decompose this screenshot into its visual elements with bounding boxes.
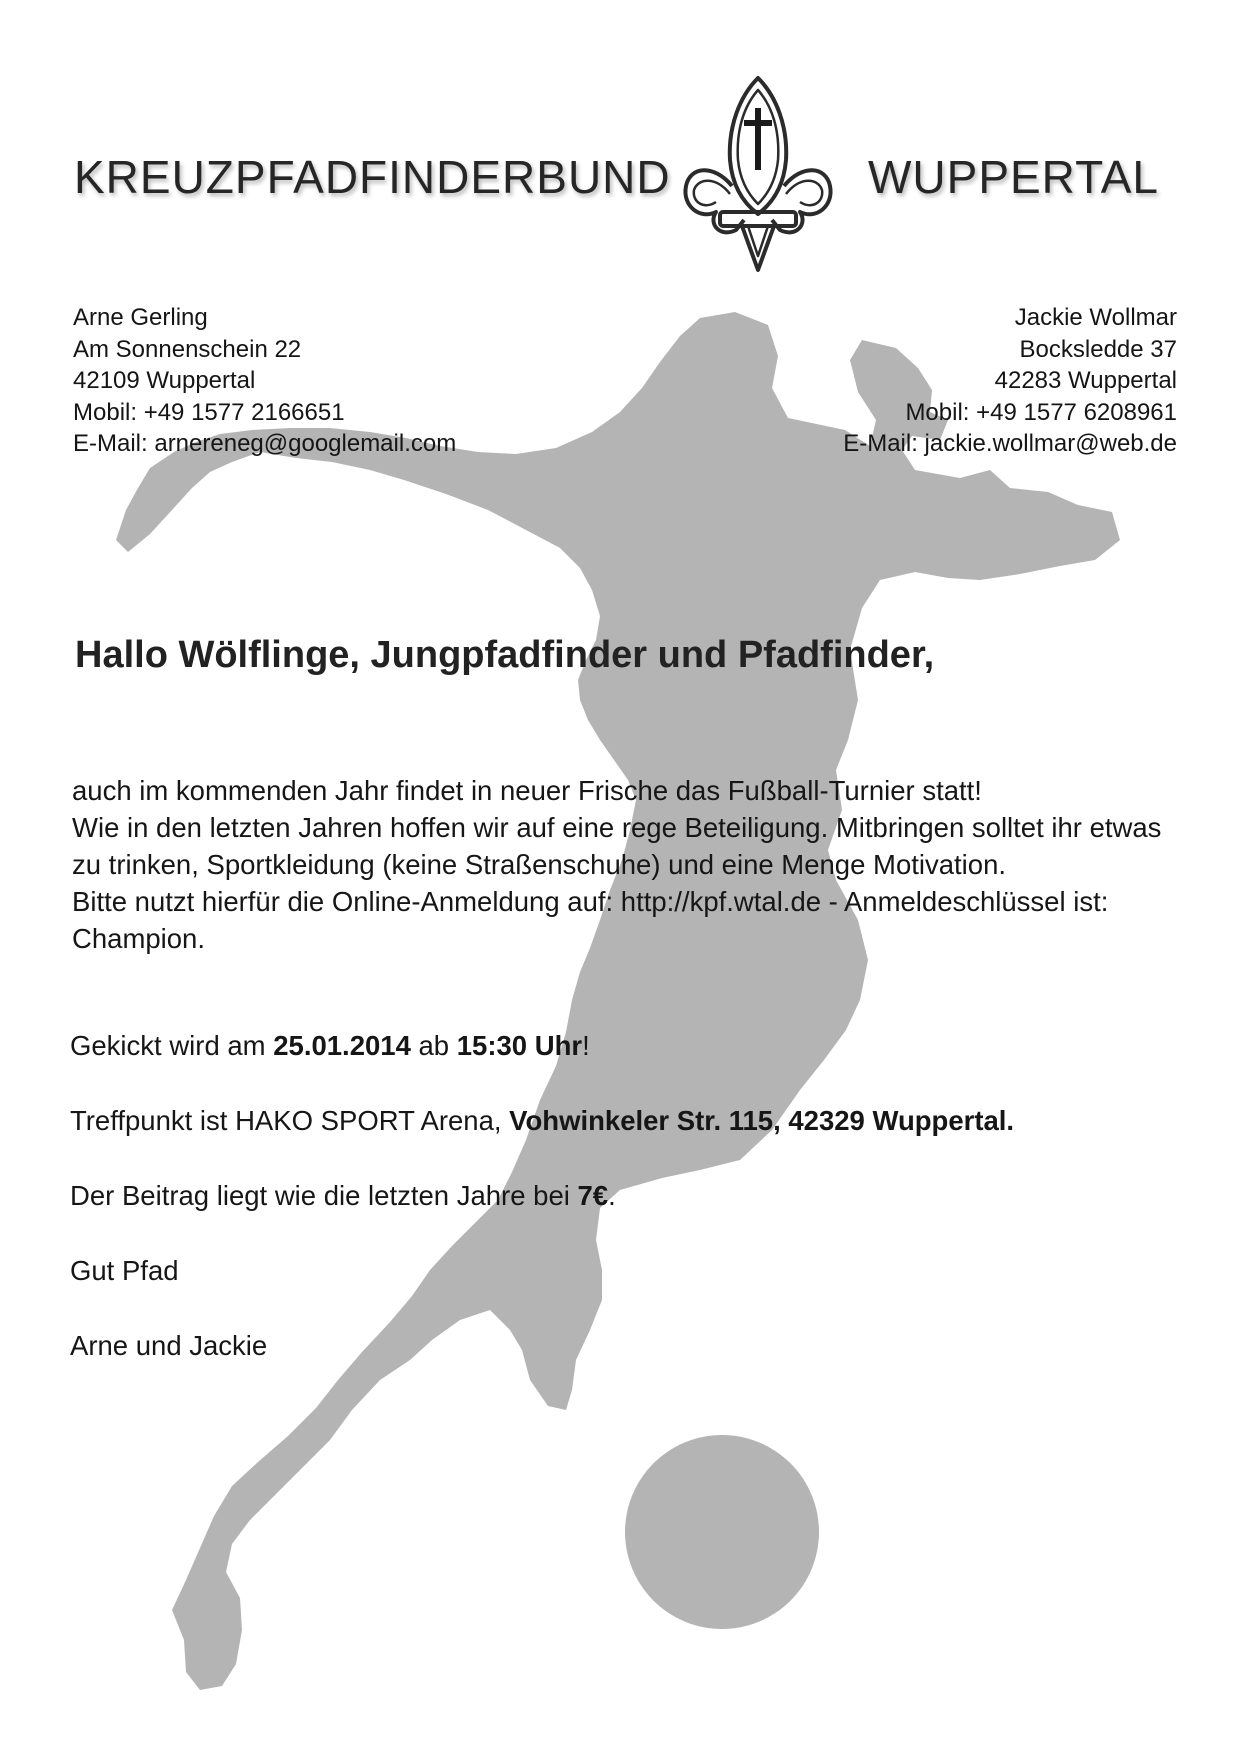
fee-prefix: Der Beitrag liegt wie die letzten Jahre bei	[70, 1180, 578, 1211]
letter-greeting: Hallo Wölflinge, Jungpfadfinder und Pfadfinder,	[75, 634, 935, 676]
contact-street: Bocksledde 37	[1019, 335, 1177, 363]
contact-mobile: Mobil: +49 1577 6208961	[905, 398, 1177, 426]
contact-block-right	[843, 302, 1177, 460]
event-date: 25.01.2014	[273, 1030, 411, 1061]
meeting-address: Vohwinkeler Str. 115, 42329 Wuppertal.	[509, 1105, 1015, 1136]
fee-amount: 7€	[577, 1180, 609, 1211]
contact-block-left	[73, 302, 456, 460]
soccer-ball-icon	[625, 1435, 819, 1629]
scout-lily-cross-icon	[680, 74, 836, 274]
meeting-line	[70, 1105, 1014, 1137]
contact-email: E-Mail: jackie.wollmar@web.de	[843, 430, 1177, 457]
letter-body	[72, 772, 1182, 957]
contact-city: 42283 Wuppertal	[994, 367, 1177, 394]
contact-mobile: Mobil: +49 1577 2166651	[73, 398, 345, 426]
event-time: 15:30 Uhr	[456, 1030, 583, 1061]
org-name-right: WUPPERTAL	[868, 151, 1160, 203]
date-line	[70, 1030, 590, 1062]
contact-name: Jackie Wollmar	[1014, 304, 1177, 331]
date-suffix: !	[582, 1030, 590, 1061]
paragraph-participation: Wie in den letzten Jahren hoffen wir auf eine rege Beteiligung. Mitbringen solltet ihr etwas zu trinken, Sportkleidung (keine Straßenschuhe) und eine Menge Motivation.	[72, 812, 1162, 880]
paragraph-intro: auch im kommenden Jahr findet in neuer Frische das Fußball-Turnier statt!	[72, 775, 982, 806]
fee-line	[70, 1180, 616, 1212]
signature: Arne und Jackie	[70, 1330, 268, 1361]
date-prefix: Gekickt wird am	[70, 1030, 274, 1061]
org-name-left: KREUZPFADFINDERBUND	[74, 151, 671, 203]
contact-street: Am Sonnenschein 22	[73, 335, 302, 363]
fee-suffix: .	[608, 1180, 616, 1211]
contact-city: 42109 Wuppertal	[73, 367, 256, 394]
meeting-prefix: Treffpunkt ist HAKO SPORT Arena,	[70, 1105, 510, 1136]
paragraph-registration: Bitte nutzt hierfür die Online-Anmeldung auf: http://kpf.wtal.de - Anmeldeschlüssel ist: Champion.	[72, 886, 1109, 954]
date-middle: ab	[410, 1030, 457, 1061]
closing: Gut Pfad	[70, 1255, 179, 1286]
contact-name: Arne Gerling	[73, 304, 208, 331]
contact-email: E-Mail: arnereneg@googlemail.com	[73, 430, 457, 457]
